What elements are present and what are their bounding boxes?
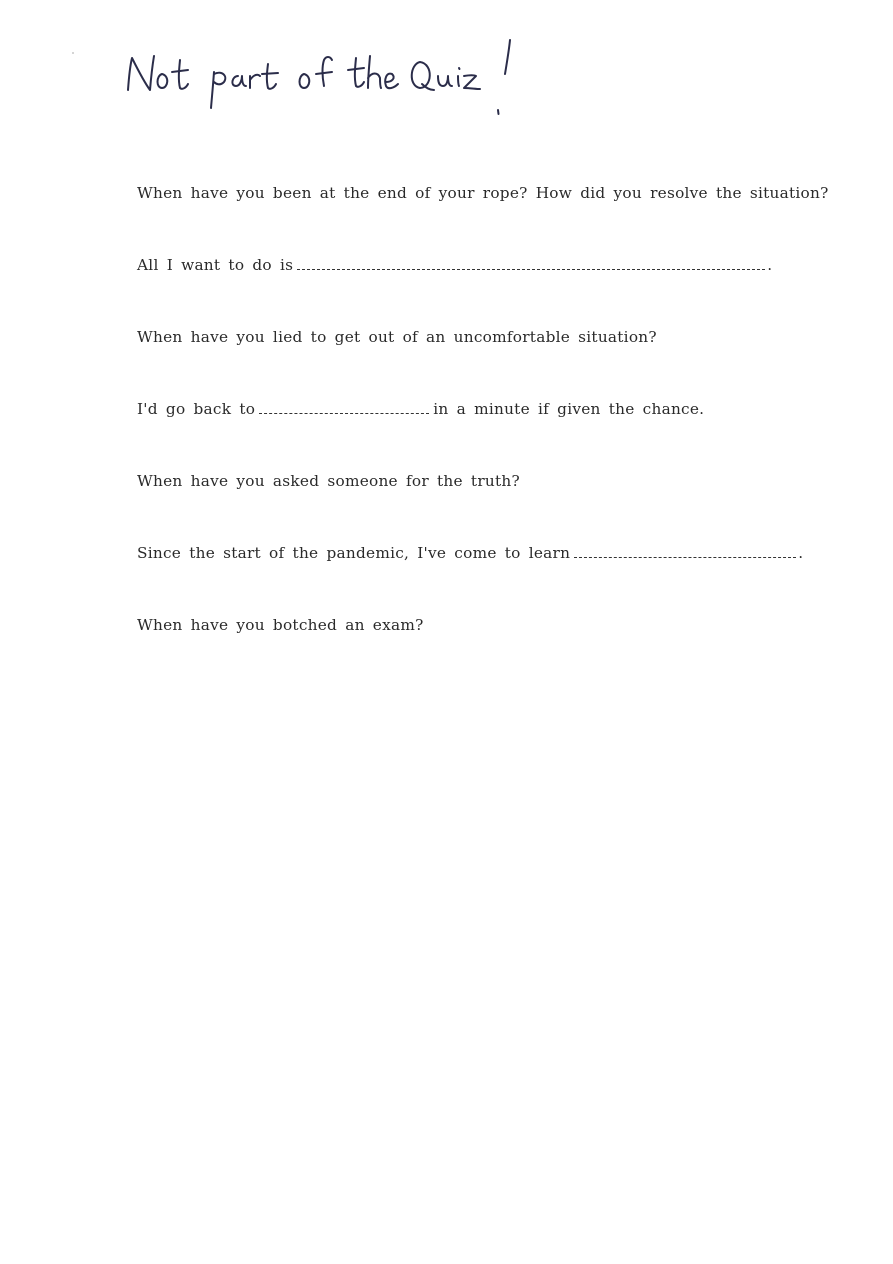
prompt-question-2 xyxy=(137,328,657,346)
fill-after-text: . xyxy=(798,544,804,562)
prompt-question-3 xyxy=(137,472,520,490)
fill-before-text: I'd go back to xyxy=(137,400,256,418)
fill-before-text: All I want to do is xyxy=(137,256,294,274)
question-text: When have you asked someone for the truth? xyxy=(137,472,520,490)
prompt-fill-2 xyxy=(137,400,704,418)
handwritten-note xyxy=(118,28,538,128)
fill-before-text: Since the start of the pandemic, I've come to learn xyxy=(137,544,571,562)
question-text: When have you been at the end of your rope? How did you resolve the situation? xyxy=(137,184,829,202)
fill-after-text: in a minute if given the chance. xyxy=(433,400,705,418)
answer-blank[interactable] xyxy=(297,257,765,270)
prompt-question-1 xyxy=(137,184,829,202)
scan-speck xyxy=(72,52,74,54)
question-text: When have you lied to get out of an uncomfortable situation? xyxy=(137,328,657,346)
prompt-question-4 xyxy=(137,616,424,634)
prompt-fill-3 xyxy=(137,544,803,562)
answer-blank[interactable] xyxy=(574,545,796,558)
handwritten-note-drawing xyxy=(118,28,538,128)
answer-blank[interactable] xyxy=(259,401,429,414)
fill-after-text: . xyxy=(767,256,773,274)
prompt-fill-1 xyxy=(137,256,772,274)
question-text: When have you botched an exam? xyxy=(137,616,424,634)
